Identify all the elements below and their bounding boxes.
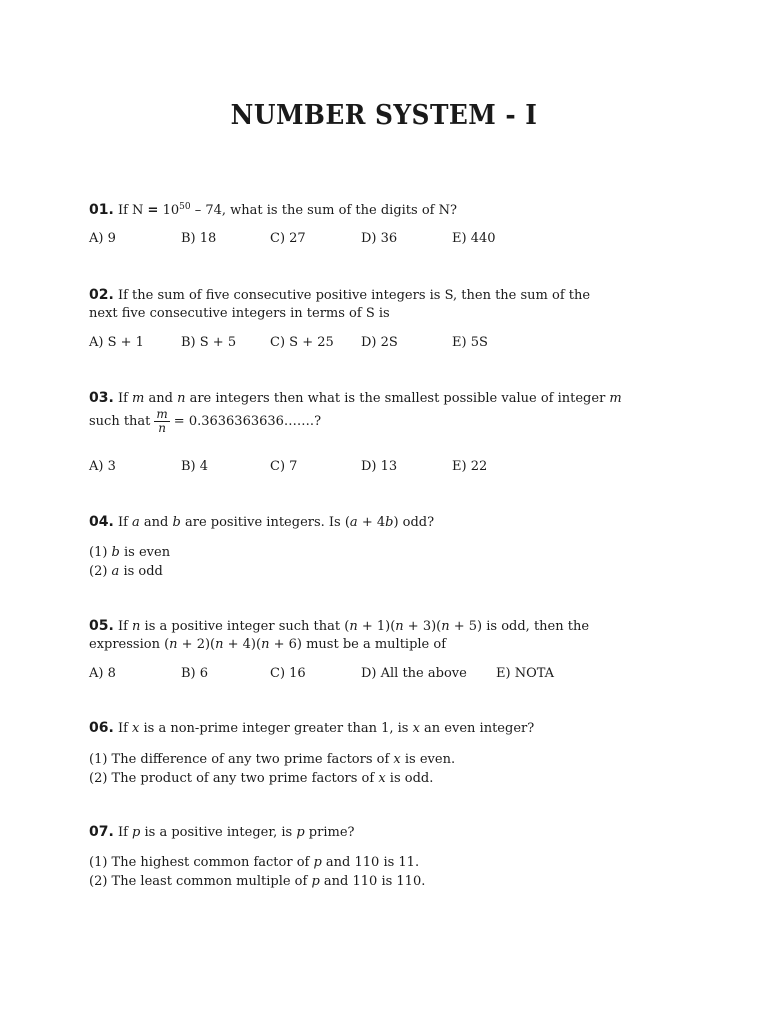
page-title: NUMBER SYSTEM - I bbox=[230, 100, 538, 131]
option-e: E) 440 bbox=[452, 231, 496, 246]
option-d: D) 13 bbox=[361, 459, 398, 474]
answer-options bbox=[89, 459, 689, 477]
statement-1: (1) The highest common factor of p and 110 is 11. bbox=[89, 855, 420, 870]
statements bbox=[89, 750, 455, 788]
option-b: B) 18 bbox=[181, 231, 217, 246]
option-a: A) 3 bbox=[89, 459, 116, 474]
option-b: B) 4 bbox=[181, 459, 209, 474]
option-e: E) NOTA bbox=[496, 666, 555, 681]
option-a: A) 9 bbox=[89, 231, 116, 246]
question-3: 03. If m and n are integers then what is the smallest possible value of integer m bbox=[89, 390, 622, 406]
question-1: 01. If $N = 10^{50} - 74$, what is the sum of the digits of N? bbox=[89, 202, 457, 218]
option-d: D) All the above bbox=[361, 666, 467, 681]
option-c: C) 7 bbox=[270, 459, 298, 474]
question-6: 06. If x is a non-prime integer greater than 1, is x an even integer? bbox=[89, 720, 535, 736]
question-number: 02. bbox=[89, 287, 114, 303]
option-c: C) 27 bbox=[270, 231, 306, 246]
statements bbox=[89, 853, 425, 891]
answer-options bbox=[89, 231, 689, 249]
answer-options bbox=[89, 335, 689, 353]
question-number: 03. bbox=[89, 390, 114, 406]
statements bbox=[89, 543, 170, 581]
option-e: E) 5S bbox=[452, 335, 488, 350]
option-b: B) 6 bbox=[181, 666, 209, 681]
option-d: D) 2S bbox=[361, 335, 398, 350]
statement-2: (2) The product of any two prime factors of x is odd. bbox=[89, 771, 434, 786]
question-2: 02. If the sum of five consecutive positive integers is S, then the sum of the next five consecutive integers in terms of S is bbox=[89, 287, 591, 321]
option-c: C) S + 25 bbox=[270, 335, 334, 350]
question-number: 05. bbox=[89, 618, 114, 634]
option-e: E) 22 bbox=[452, 459, 488, 474]
question-5: 05. If n is a positive integer such that (n + 1)(n + 3)(n + 5) is odd, then the expression (n + 2)(n + 4)(n + 6) must be a multiple of bbox=[89, 618, 590, 652]
question-number: 06. bbox=[89, 720, 114, 736]
option-b: B) S + 5 bbox=[181, 335, 237, 350]
answer-options bbox=[89, 666, 689, 684]
statement-2: (2) a is odd bbox=[89, 564, 163, 579]
statement-2: (2) The least common multiple of p and 110 is 110. bbox=[89, 874, 426, 889]
statement-1: (1) The difference of any two prime factors of x is even. bbox=[89, 752, 456, 767]
question-number: 01. bbox=[89, 202, 114, 218]
question-7: 07. If p is a positive integer, is p prime? bbox=[89, 824, 355, 840]
question-number: 07. bbox=[89, 824, 114, 840]
option-c: C) 16 bbox=[270, 666, 306, 681]
statement-1: (1) b is even bbox=[89, 545, 171, 560]
fraction: $\frac{m}{n}$ bbox=[156, 407, 168, 435]
option-a: A) S + 1 bbox=[89, 335, 144, 350]
question-number: 04. bbox=[89, 514, 114, 530]
question-4: 04. If a and b are positive integers. Is (a + 4b) odd? bbox=[89, 514, 435, 530]
option-a: A) 8 bbox=[89, 666, 116, 681]
option-d: D) 36 bbox=[361, 231, 398, 246]
question-3-fraction-line: such that $\frac{m}{n}$ = 0.3636363636…….? bbox=[89, 407, 322, 435]
